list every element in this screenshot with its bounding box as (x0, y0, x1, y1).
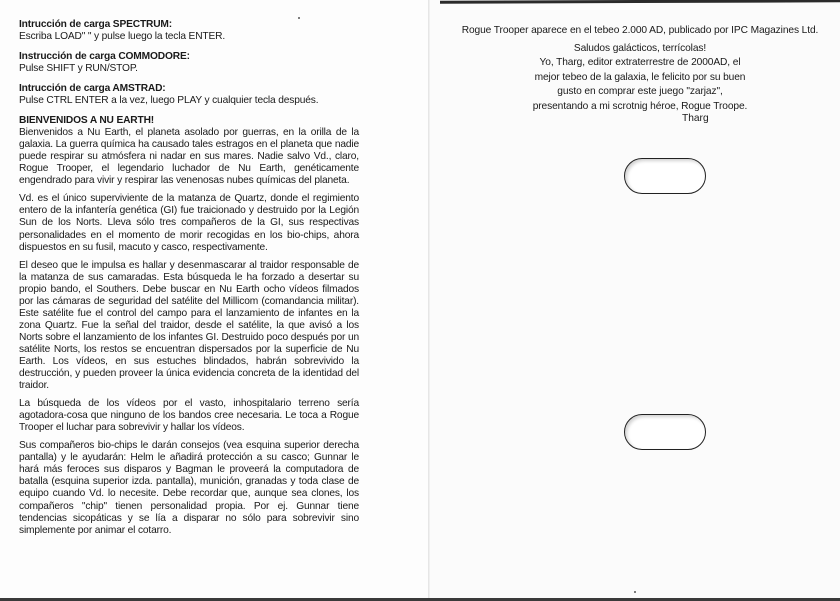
spectrum-instructions (19, 19, 359, 43)
welcome-paragraph-4: La búsqueda de los vídeos por el vasto, inhospitalario terreno sería agotadora-cosa que ninguno de los bandos cree necesaria. Le toca a Rogue Trooper el luchar para sobrevivir y hallar los vídeos. (19, 398, 359, 434)
print-speck (634, 591, 636, 593)
publication-note: Rogue Trooper aparece en el tebeo 2.000 AD, publicado por IPC Magazines Ltd. (461, 25, 819, 36)
greeting-line: Saludos galácticos, terrícolas! (573, 42, 707, 54)
spectrum-text: Escriba LOAD" " y pulse luego la tecla ENTER. (19, 31, 226, 42)
message-line-1: Yo, Tharg, editor extraterrestre de 2000AD, el (539, 57, 741, 68)
spectrum-title: Intrucción de carga SPECTRUM: (19, 19, 173, 30)
instructions-column (19, 19, 359, 543)
welcome-paragraph-2: Vd. es el único superviviente de la matanza de Quartz, donde el regimiento entero de la infantería genética (GI) fue traicionado y destruido por la Legión Sun de los Norts. Lleva sólo tres compañeros de la GI, sus respectivas personalidades en el momento de morir recogidas en los bio-chips, ahora dispuestos en su fusil, macuto y casco, respectivamente. (19, 193, 359, 253)
editor-message (460, 24, 820, 114)
welcome-paragraph-3: El deseo que le impulsa es hallar y desenmascarar al traidor responsable de la matanza de sus camaradas. Esta búsqueda le ha forzado a desertar su propio bando, el Southers. Debe buscar en Nu Earth ocho vídeos filmados por las cámaras de seguridad del satélite del Millicom (comandancia militar). Este satélite fue el control del campo para el lanzamiento de infantes en la zona Quartz. Fue la señal del traidor, desde el satélite, la que avisó a los Norts sobre el lanzamiento de los infantes GI. Destruido poco después por un satélite Norts, los restos se encuentran dispersados por la superficie de Nu Earth. Los vídeos, en sus estuches blindados, habrán sobrevivido la destrucción, y pueden proveer la única evidencia concreta de la identidad del traidor. (19, 259, 359, 392)
cassette-slot-top (624, 158, 706, 194)
commodore-instructions (19, 51, 359, 75)
message-line-4: presentando a mi scrotnig héroe, Rogue Troope. (532, 100, 748, 112)
welcome-paragraph-5: Sus compañeros bio-chips le darán consejos (vea esquina superior derecha pantalla) y le ayudarán: Helm le añadirá protección a su casco; Gunnar le hará más feroces sus disparos y Bagman le proveerá la computadora de batalla (esquina superior izda. pantalla), munición, granadas y toda clase de equipo cuando Vd. lo necesite. Debe recordar que, aunque sea clones, los compañeros "chip" tienen personalidad propia. Por ej. Gunnar tiene tendencias sicopáticas y se lía a disparar no sólo para sobrevivir sino simplemente por animar el cotarro. (19, 440, 359, 536)
amstrad-instructions (19, 83, 359, 107)
amstrad-text: Pulse CTRL ENTER a la vez, luego PLAY y cualquier tecla después. (19, 95, 319, 107)
commodore-title: Instrucción de carga COMMODORE: (19, 51, 190, 63)
cassette-slot-bottom (624, 414, 706, 450)
message-line-2: mejor tebeo de la galaxia, le felicito por su buen (534, 71, 746, 83)
signature-tharg: Tharg (682, 113, 709, 124)
page-fold (428, 0, 430, 601)
print-speck (298, 17, 300, 19)
amstrad-title: Intrucción de carga AMSTRAD: (19, 83, 166, 95)
welcome-title: BIENVENIDOS A NU EARTH! (19, 115, 155, 127)
welcome-paragraph-1: Bienvenidos a Nu Earth, el planeta asolado por guerras, en la orilla de la galaxia. La guerra química ha causado tales estragos en el planeta que nadie puede respirar su atmósfera ni nadar en sus mares. Nadie salvo Vd., claro, Rogue Trooper, el legendario luchador de Nu Earth, genéticamente engendrado para vivir y respirar las venenosas nubes químicas del planeta. (19, 127, 359, 187)
message-line-3: gusto en comprar este juego "zarjaz", (557, 86, 723, 97)
commodore-text: Pulse SHIFT y RUN/STOP. (19, 63, 138, 75)
